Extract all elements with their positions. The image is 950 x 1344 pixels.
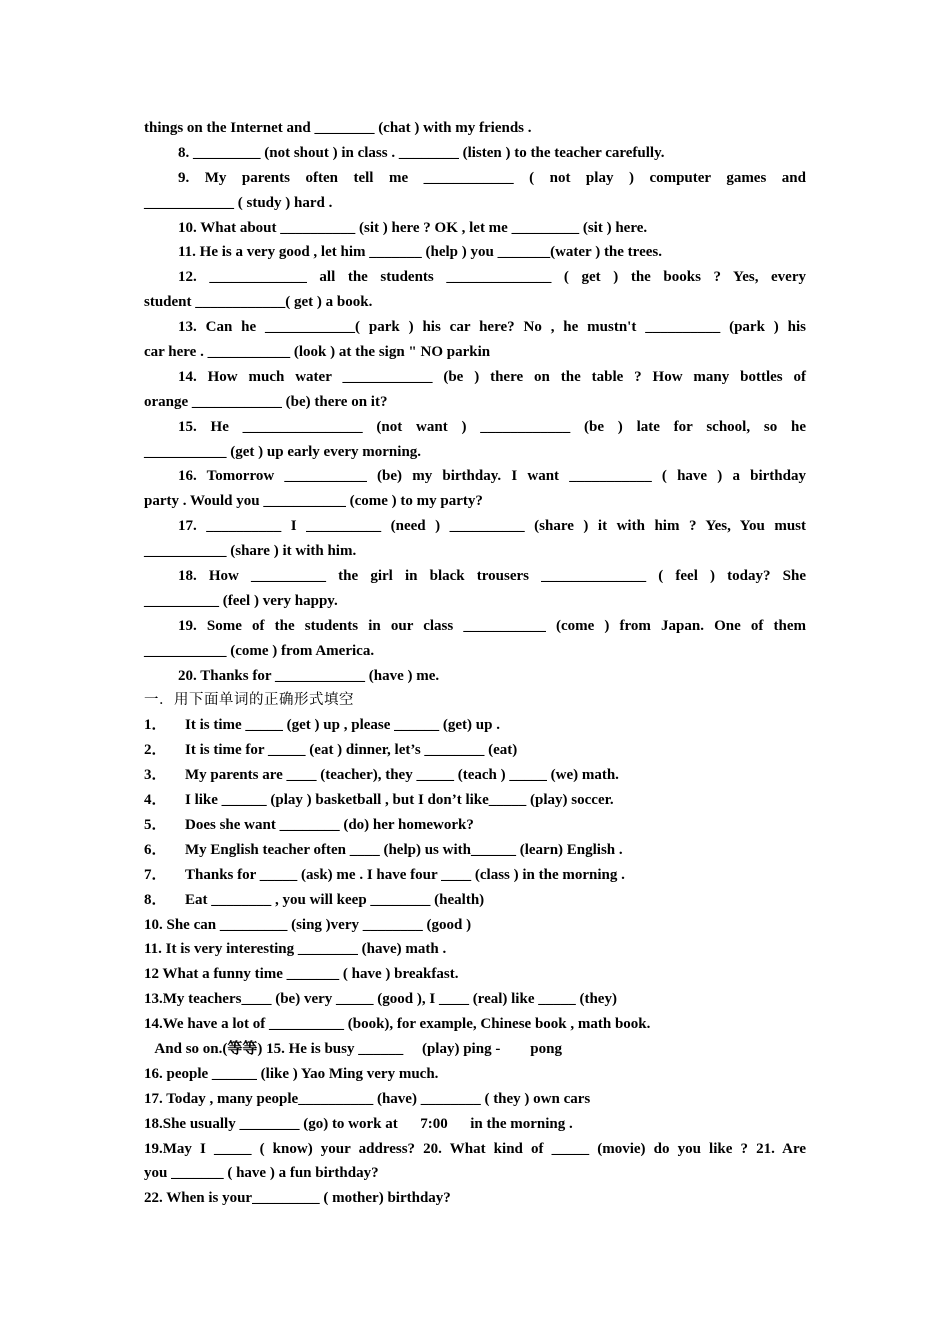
question-9-continued: ____________ ( study ) hard . [144, 194, 333, 211]
question-c-21-continued: you _______ ( have ) a fun birthday? [144, 1165, 379, 1182]
question-19: 19. Some of the students in our class ___________ (come ) from Japan. One of them [178, 617, 806, 634]
item-number: 2． [144, 742, 167, 759]
question-12: 12. _____________ all the students ______________ ( get ) the books ? Yes, every [178, 269, 806, 286]
question-20: 20. Thanks for ____________ (have ) me. [178, 667, 440, 684]
question-19-continued: ___________ (come ) from America. [144, 642, 375, 659]
numbered-item-5 [144, 813, 806, 838]
item-text: My parents are ____ (teacher), they _____ (teach ) _____ (we) math. [185, 767, 619, 784]
question-14: 14. How much water ____________ (be ) there on the table ? How many bottles of [178, 368, 806, 385]
item-text: My English teacher often ____ (help) us with______ (learn) English . [185, 841, 623, 858]
question-c-19-21: 19.May I _____ ( know) your address? 20. What kind of _____ (movie) do you like ? 21. Are [144, 1140, 806, 1157]
item-number: 5． [144, 816, 167, 833]
question-16: 16. Tomorrow ___________ (be) my birthday. I want ___________ ( have ) a birthday [178, 468, 806, 485]
item-text: I like ______ (play ) basketball , but I don’t like_____ (play) soccer. [185, 792, 614, 809]
numbered-item-1 [144, 713, 806, 738]
question-15: 15. He ________________ (not want ) ____________ (be ) late for school, so he [178, 418, 806, 435]
question-c-18: 18.She usually ________ (go) to work at 7:00 in the morning . [144, 1115, 573, 1132]
question-c-10: 10. She can _________ (sing )very ________ (good ) [144, 916, 472, 933]
numbered-item-3 [144, 763, 806, 788]
question-c-11: 11. It is very interesting ________ (have) math . [144, 941, 447, 958]
question-c-22: 22. When is your_________ ( mother) birthday? [144, 1190, 451, 1207]
item-number: 7． [144, 866, 167, 883]
question-15-continued: ___________ (get ) up early every morning. [144, 443, 422, 460]
item-text: Thanks for _____ (ask) me . I have four ____ (class ) in the morning . [185, 866, 625, 883]
question-11: 11. He is a very good , let him _______ (help ) you _______(water ) the trees. [178, 244, 662, 261]
numbered-item-8 [144, 888, 806, 913]
numbered-item-7 [144, 863, 806, 888]
item-number: 3． [144, 767, 167, 784]
question-17-continued: ___________ (share ) it with him. [144, 543, 357, 560]
item-text: Eat ________ , you will keep ________ (health) [185, 891, 485, 908]
item-number: 4． [144, 792, 167, 809]
question-12-continued: student ____________( get ) a book. [144, 294, 373, 311]
question-16-continued: party . Would you ___________ (come ) to my party? [144, 493, 483, 510]
item-text: It is time for _____ (eat ) dinner, let’s ________ (eat) [185, 742, 518, 759]
question-8: 8. _________ (not shout ) in class . ________ (listen ) to the teacher carefully. [178, 144, 665, 161]
section-heading: 一．用下面单词的正确形式填空 [144, 692, 354, 709]
item-text: It is time _____ (get ) up , please ______ (get) up . [185, 717, 500, 734]
question-14-continued: orange ____________ (be) there on it? [144, 393, 388, 410]
numbered-item-4 [144, 788, 806, 813]
question-c-17: 17. Today , many people__________ (have) ________ ( they ) own cars [144, 1090, 591, 1107]
question-18: 18. How __________ the girl in black trousers ______________ ( feel ) today? She [178, 568, 806, 585]
question-c-12: 12 What a funny time _______ ( have ) breakfast. [144, 966, 459, 983]
question-13: 13. Can he ____________( park ) his car here? No , he mustn't __________ (park ) his [178, 319, 806, 336]
question-13-continued: car here . ___________ (look ) at the sign " NO parkin [144, 344, 491, 361]
item-number: 8． [144, 891, 167, 908]
item-number: 6． [144, 841, 167, 858]
line-7-continued: things on the Internet and ________ (chat ) with my friends . [144, 120, 532, 136]
item-text: Does she want ________ (do) her homework? [185, 816, 474, 833]
question-c-13: 13.My teachers____ (be) very _____ (good ), I ____ (real) like _____ (they) [144, 991, 617, 1008]
question-10: 10. What about __________ (sit ) here ? OK , let me _________ (sit ) here. [178, 219, 648, 236]
item-number: 1． [144, 717, 167, 734]
question-c-16: 16. people ______ (like ) Yao Ming very much. [144, 1065, 439, 1082]
question-c-14: 14.We have a lot of __________ (book), for example, Chinese book , math book. [144, 1016, 651, 1033]
numbered-item-2 [144, 738, 806, 763]
question-18-continued: __________ (feel ) very happy. [144, 592, 338, 609]
question-9: 9. My parents often tell me ____________ ( not play ) computer games and [178, 169, 806, 186]
numbered-item-6 [144, 838, 806, 863]
worksheet-page [144, 116, 806, 1211]
question-c-14-15: And so on.(等等) 15. He is busy ______ (play) ping - pong [144, 1040, 562, 1057]
question-17: 17. __________ I __________ (need ) __________ (share ) it with him ? Yes, You must [178, 518, 806, 535]
